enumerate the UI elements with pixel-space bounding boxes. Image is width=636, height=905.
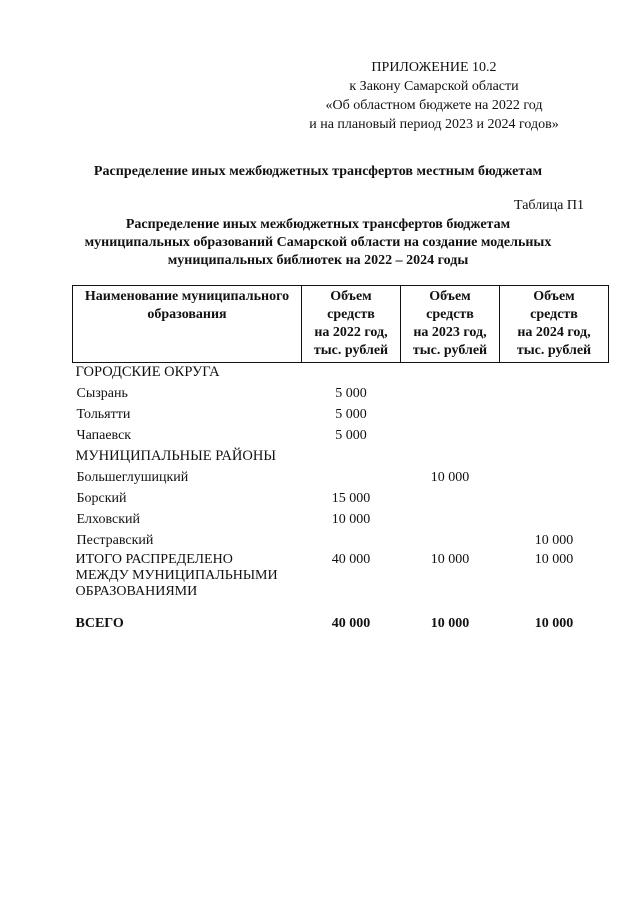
annex-line: ПРИЛОЖЕНИЕ 10.2 — [371, 60, 497, 75]
header-2024 — [500, 286, 609, 363]
table-row-group — [73, 447, 609, 468]
header-line: средств — [426, 307, 474, 322]
cell-name — [73, 552, 302, 614]
header-line: на 2022 год, — [314, 325, 388, 340]
cell-name: Большеглушицкий — [76, 470, 189, 485]
cell-2022 — [302, 468, 401, 489]
header-line: Объем — [429, 289, 471, 304]
annex-line: и на плановый период 2023 и 2024 годов» — [309, 117, 559, 132]
cell-2023 — [401, 405, 500, 426]
cell-name: Тольятти — [76, 407, 131, 422]
total-name-line: ИТОГО РАСПРЕДЕЛЕНО — [75, 552, 233, 567]
table-row-group — [73, 363, 609, 385]
cell-2022 — [302, 531, 401, 552]
table-row-total — [73, 552, 609, 614]
cell-2022: 40 000 — [331, 552, 371, 567]
cell-2024 — [500, 489, 609, 510]
header-line: на 2023 год, — [413, 325, 487, 340]
cell-2022: 15 000 — [331, 491, 371, 506]
header-line: средств — [530, 307, 578, 322]
section-title: Распределение иных межбюджетных трансфертов местным бюджетам — [93, 164, 543, 179]
cell-2024 — [500, 384, 609, 405]
cell-2024 — [500, 468, 609, 489]
cell-2023: 10 000 — [430, 470, 470, 485]
header-municipality — [73, 286, 302, 363]
table-row — [73, 384, 609, 405]
cell-2022: 10 000 — [331, 512, 371, 527]
header-2023 — [401, 286, 500, 363]
table-title-line: муниципальных библиотек на 2022 – 2024 годы — [167, 253, 469, 268]
cell-name: Сызрань — [76, 386, 128, 401]
table-row — [73, 510, 609, 531]
table-row — [73, 468, 609, 489]
header-line: Объем — [533, 289, 575, 304]
cell-name: Борский — [76, 491, 127, 506]
annex-line: к Закону Самарской области — [349, 79, 519, 94]
cell-2024 — [500, 510, 609, 531]
header-line: тыс. рублей — [516, 343, 592, 358]
cell-2022 — [302, 363, 401, 385]
table-row — [73, 531, 609, 552]
cell-2023 — [401, 510, 500, 531]
header-line: средств — [327, 307, 375, 322]
table-title-line: муниципальных образований Самарской области на создание модельных — [84, 235, 552, 250]
annex-header — [284, 58, 584, 134]
header-line: образования — [147, 307, 227, 322]
cell-2023 — [401, 363, 500, 385]
cell-2022: 5 000 — [335, 428, 367, 443]
table-row-grand-total — [73, 614, 609, 636]
cell-2024 — [500, 405, 609, 426]
cell-name: ГОРОДСКИЕ ОКРУГА — [75, 364, 220, 380]
header-2022 — [302, 286, 401, 363]
cell-2023 — [401, 426, 500, 447]
header-line: тыс. рублей — [313, 343, 389, 358]
cell-2024: 10 000 — [534, 533, 574, 548]
header-line: на 2024 год, — [517, 325, 591, 340]
cell-2023 — [401, 447, 500, 468]
transfers-table — [72, 285, 609, 636]
cell-2022: 40 000 — [331, 616, 371, 631]
table-row — [73, 426, 609, 447]
cell-2024 — [500, 363, 609, 385]
table-row — [73, 489, 609, 510]
cell-name: Чапаевск — [76, 428, 132, 443]
header-line: Объем — [330, 289, 372, 304]
cell-2022: 5 000 — [335, 407, 367, 422]
table-number: Таблица П1 — [514, 198, 584, 213]
cell-name: Пестравский — [76, 533, 154, 548]
cell-name: ВСЕГО — [75, 616, 124, 631]
cell-name: Елховский — [76, 512, 141, 527]
cell-2024: 10 000 — [534, 616, 574, 631]
cell-2023: 10 000 — [430, 616, 470, 631]
header-line: тыс. рублей — [412, 343, 488, 358]
table-header-row — [73, 286, 609, 363]
header-line: Наименование муниципального — [84, 289, 290, 304]
cell-2024: 10 000 — [534, 552, 574, 567]
annex-line: «Об областном бюджете на 2022 год — [325, 98, 543, 113]
table-title — [40, 216, 596, 270]
cell-2024 — [500, 447, 609, 468]
cell-2022: 5 000 — [335, 386, 367, 401]
cell-2023 — [401, 531, 500, 552]
cell-2022 — [302, 447, 401, 468]
total-name-line: ОБРАЗОВАНИЯМИ — [75, 584, 198, 599]
cell-2023 — [401, 384, 500, 405]
table-title-line: Распределение иных межбюджетных трансфертов бюджетам — [125, 217, 511, 232]
table-row — [73, 405, 609, 426]
cell-2024 — [500, 426, 609, 447]
cell-2023 — [401, 489, 500, 510]
cell-2023: 10 000 — [430, 552, 470, 567]
cell-name: МУНИЦИПАЛЬНЫЕ РАЙОНЫ — [75, 448, 276, 464]
total-name-line: МЕЖДУ МУНИЦИПАЛЬНЫМИ — [75, 568, 278, 583]
